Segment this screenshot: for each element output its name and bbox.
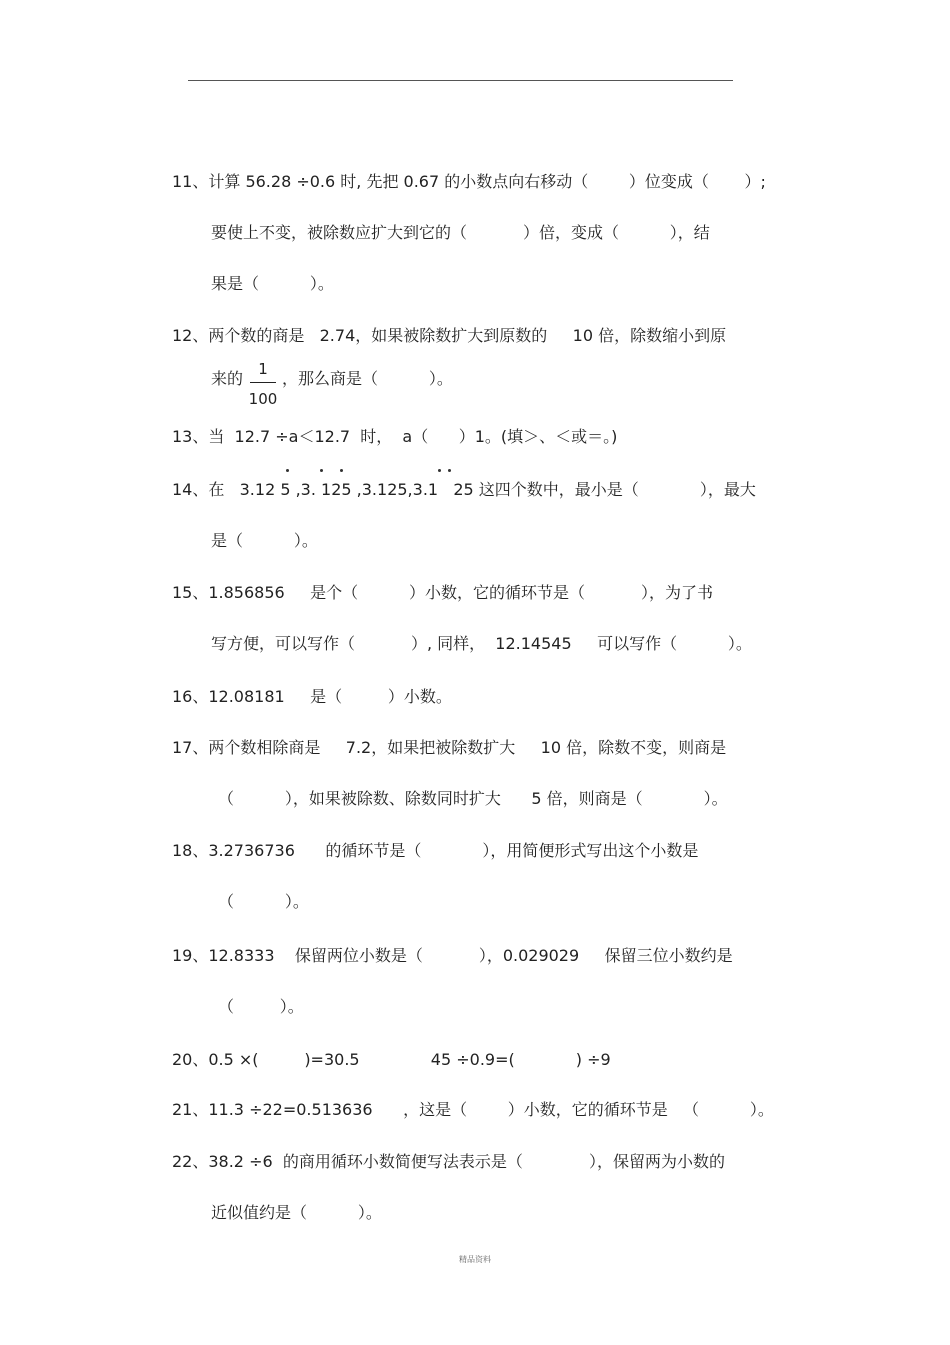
question-14-line-1: 14、在 3.12 5 ,3. 125 ,3.125,3.1 25 这四个数中，最小是（ ），最大 — [172, 480, 756, 499]
header-rule — [188, 80, 733, 81]
footer-label: 精品资料 — [459, 1255, 491, 1264]
repeat-dot — [320, 469, 323, 472]
repeat-dot — [438, 469, 441, 472]
question-17-line-1: 17、两个数相除商是 7.2，如果把被除数扩大 10 倍，除数不变，则商是 — [172, 738, 727, 757]
question-15-line-1: 15、1.856856 是个（ ）小数，它的循环节是（ ），为了书 — [172, 583, 713, 602]
question-22-line-1: 22、38.2 ÷6 的商用循环小数简便写法表示是（ ），保留两为小数的 — [172, 1152, 725, 1171]
repeat-dot — [340, 469, 343, 472]
question-18-line-2: （ ）。 — [218, 892, 309, 911]
question-13: 13、当 12.7 ÷a＜12.7 时， a（ ）1。(填＞、＜或＝。) — [172, 427, 618, 446]
repeat-dot — [286, 469, 289, 472]
question-14-line-2: 是（ ）。 — [211, 531, 318, 550]
question-19-line-2: （ ）。 — [218, 997, 304, 1016]
question-17-line-2: （ ），如果被除数、除数同时扩大 5 倍，则商是（ ）。 — [218, 789, 728, 808]
question-15-line-2: 写方便，可以写作（ ）, 同样， 12.14545 可以写作（ ）。 — [211, 634, 752, 653]
question-18-line-1: 18、3.2736736 的循环节是（ ），用简便形式写出这个小数是 — [172, 841, 699, 860]
question-22-line-2: 近似值约是（ ）。 — [211, 1203, 382, 1222]
question-20: 20、0.5 ×( )=30.5 45 ÷0.9=( ) ÷9 — [172, 1050, 611, 1069]
question-12-line-2-prefix: 来的 — [211, 369, 244, 388]
question-12-line-1: 12、两个数的商是 2.74，如果被除数扩大到原数的 10 倍，除数缩小到原 — [172, 326, 727, 345]
question-19-line-1: 19、12.8333 保留两位小数是（ ），0.029029 保留三位小数约是 — [172, 946, 733, 965]
fraction-denominator: 100 — [248, 390, 278, 408]
question-11-line-2: 要使上不变，被除数应扩大到它的（ ）倍，变成（ ），结 — [211, 223, 710, 242]
question-11-line-3: 果是（ ）。 — [211, 274, 334, 293]
repeat-dot — [448, 469, 451, 472]
question-16: 16、12.08181 是（ ）小数。 — [172, 687, 452, 706]
fraction-bar — [250, 382, 276, 383]
question-12-line-2-suffix: ，那么商是（ ）。 — [282, 369, 453, 388]
question-11-line-1: 11、计算 56.28 ÷0.6 时, 先把 0.67 的小数点向右移动（ ）位变成（ ）; — [172, 172, 766, 191]
question-21: 21、11.3 ÷22=0.513636 ，这是（ ）小数，它的循环节是 （ ）。 — [172, 1100, 774, 1119]
fraction-numerator: 1 — [258, 360, 268, 378]
